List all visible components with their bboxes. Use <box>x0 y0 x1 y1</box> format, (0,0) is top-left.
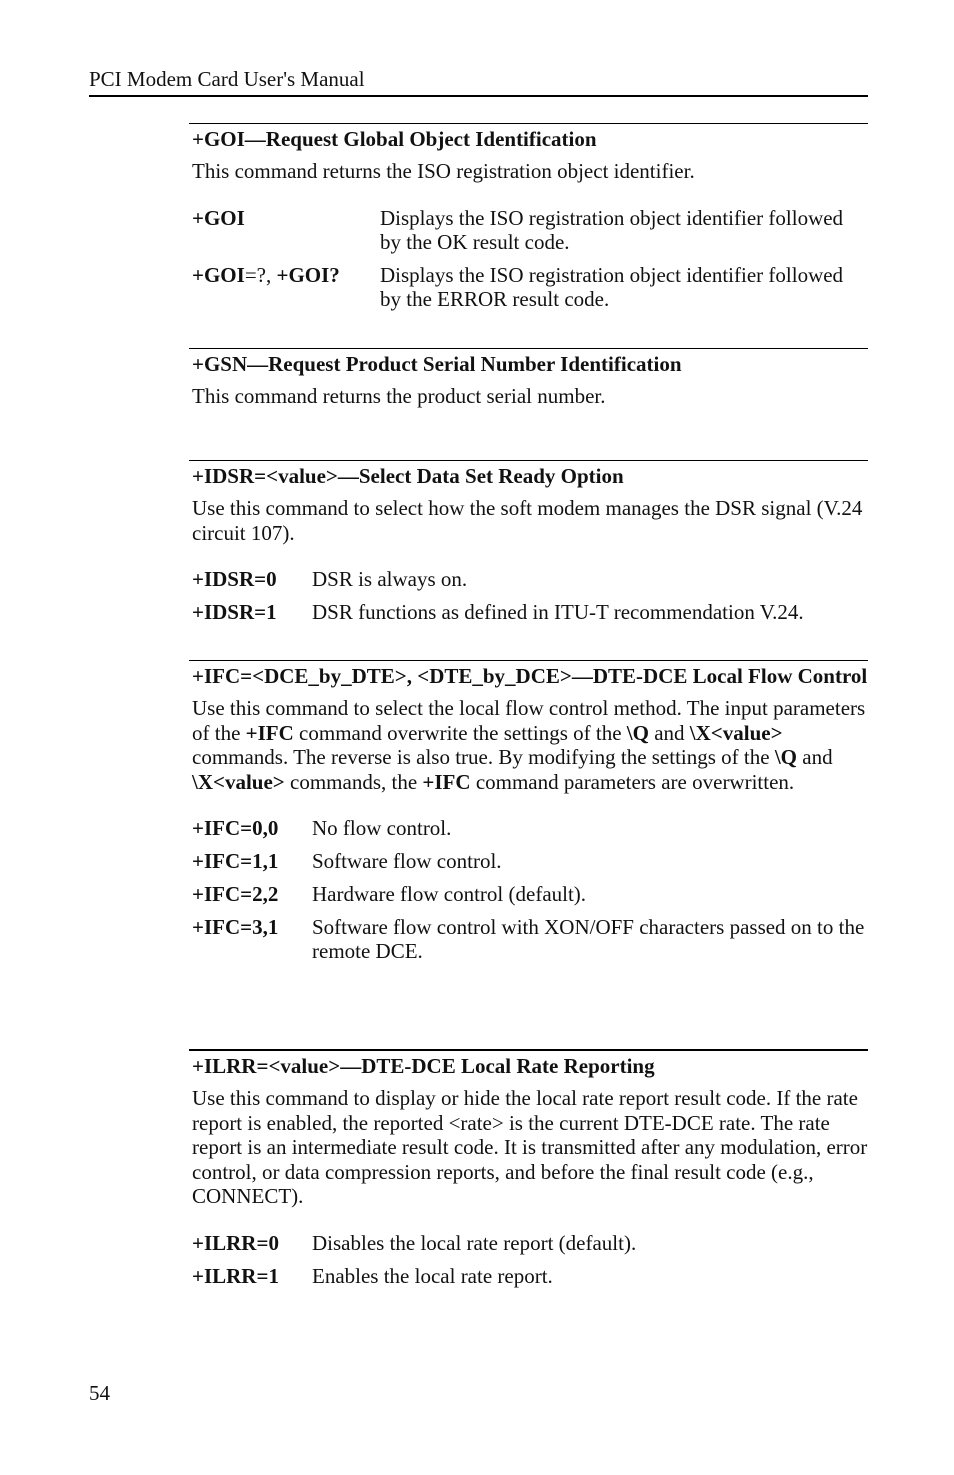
parameter-row <box>192 206 868 254</box>
parameter-row <box>192 1231 868 1255</box>
command-description: No flow control. <box>312 816 452 840</box>
section-goi <box>189 123 868 320</box>
parameter-row <box>192 1264 868 1288</box>
section-title: +IFC=<DCE_by_DTE>, <DTE_by_DCE>—DTE-DCE Local Flow Control <box>192 664 868 688</box>
section-description: Use this command to select the local flow control method. The input parameters of the +IFC command overwrite the settings of the \Q and \X<value> commands. The reverse is also true. By modifying the settings of the \Q and \X<value> commands, the +IFC command parameters are overwritten. <box>192 696 866 794</box>
parameter-row <box>192 882 868 906</box>
section-title: +IDSR=<value>—Select Data Set Ready Option <box>192 464 624 488</box>
section-ifc <box>189 660 868 972</box>
command-name: +IFC=0,0 <box>192 816 279 840</box>
command-name: +IFC=1,1 <box>192 849 279 873</box>
parameter-row <box>192 263 868 311</box>
command-name: +IDSR=1 <box>192 600 277 624</box>
parameter-row <box>192 567 868 591</box>
section-description: Use this command to select how the soft modem manages the DSR signal (V.24 circuit 107). <box>192 496 863 545</box>
command-description: Disables the local rate report (default). <box>312 1230 637 1255</box>
command-description: DSR is always on. <box>312 567 468 591</box>
command-name: +GOI=?, +GOI? <box>192 262 340 287</box>
command-name: +IDSR=0 <box>192 567 277 591</box>
command-name: +ILRR=1 <box>192 1263 279 1288</box>
manual-title: PCI Modem Card User's Manual <box>89 67 365 91</box>
parameter-list <box>192 1231 868 1288</box>
parameter-row <box>192 816 868 840</box>
parameter-list <box>192 206 868 311</box>
parameter-row <box>192 600 868 624</box>
command-description: Displays the ISO registration object identifier followed by the ERROR result code. <box>380 262 844 311</box>
command-name: +ILRR=0 <box>192 1230 279 1255</box>
page-number: 54 <box>89 1381 110 1405</box>
parameter-list <box>192 567 868 624</box>
section-description: This command returns the ISO registration object identifier. <box>192 159 695 183</box>
parameter-row <box>192 915 868 963</box>
command-name: +GOI <box>192 205 245 230</box>
command-description: Software flow control. <box>312 849 502 873</box>
command-description: Software flow control with XON/OFF characters passed on to the remote DCE. <box>312 915 865 963</box>
parameter-row <box>192 849 868 873</box>
section-title: +GSN—Request Product Serial Number Identification <box>192 352 682 376</box>
section-title: +ILRR=<value>—DTE-DCE Local Rate Reporting <box>192 1054 655 1078</box>
section-title: +GOI—Request Global Object Identification <box>192 127 597 151</box>
command-name: +IFC=2,2 <box>192 882 279 906</box>
command-name: +IFC=3,1 <box>192 915 279 939</box>
section-ilrr <box>189 1049 868 1297</box>
command-description: Enables the local rate report. <box>312 1263 553 1288</box>
section-gsn <box>189 348 868 409</box>
command-description: Displays the ISO registration object identifier followed by the OK result code. <box>380 205 844 254</box>
parameter-list <box>192 816 868 963</box>
command-description: Hardware flow control (default). <box>312 882 587 906</box>
page-header <box>89 66 868 97</box>
section-idsr <box>189 460 868 633</box>
section-description: Use this command to display or hide the local rate report result code. If the rate report is enabled, the reported <rate> is the current DTE-DCE rate. The rate report is an intermediate result code. It is transmitted after any modulation, error control, or data compression reports, and before the final result code (e.g., CONNECT). <box>192 1086 868 1208</box>
command-description: DSR functions as defined in ITU-T recommendation V.24. <box>312 600 804 624</box>
section-description: This command returns the product serial number. <box>192 384 606 408</box>
